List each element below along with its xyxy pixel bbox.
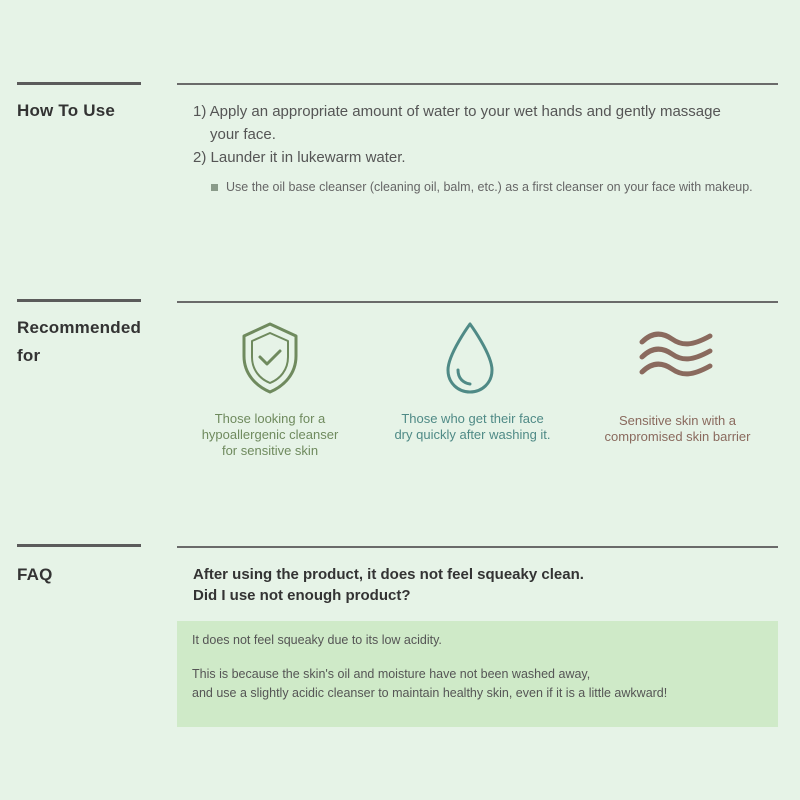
section-divider-right [177, 83, 778, 85]
faq-answer-line2: This is because the skin's oil and moisture have not been washed away, [192, 667, 591, 681]
recommended-item-1-line2: hypoallergenic cleanser [201, 427, 339, 442]
how-to-step-1: 1) Apply an appropriate amount of water to your wet hands and gently massage your face. [193, 103, 721, 143]
recommended-item-1 [180, 411, 360, 459]
recommended-item-2-line2: dry quickly after washing it. [394, 427, 551, 442]
recommended-item-3 [580, 413, 775, 445]
faq-question [193, 564, 753, 606]
recommended-item-1-line1: Those looking for a [214, 411, 326, 426]
faq-question-line2: Did I use not enough product? [193, 587, 411, 604]
how-to-note [211, 179, 753, 196]
recommended-title [17, 314, 141, 370]
section-divider-right [177, 301, 778, 303]
faq-answer-line3: and use a slightly acidic cleanser to maintain healthy skin, even if it is a little awkward! [192, 686, 668, 700]
faq-answer-line1: It does not feel squeaky due to its low acidity. [192, 633, 442, 647]
recommended-title-line1: Recommended [17, 318, 142, 337]
how-to-note-text: Use the oil base cleanser (cleaning oil, balm, etc.) as a first cleanser on your face with makeup. [226, 180, 753, 194]
square-bullet-icon [211, 184, 218, 191]
faq-question-line1: After using the product, it does not feel squeaky clean. [193, 566, 584, 583]
recommended-item-3-line1: Sensitive skin with a [618, 413, 737, 428]
recommended-item-2 [375, 411, 570, 443]
waves-icon [638, 330, 714, 384]
recommended-item-1-line3: for sensitive skin [221, 443, 319, 458]
how-to-use-content [193, 100, 753, 196]
faq-answer-box [177, 621, 778, 727]
recommended-title-line2: for [17, 346, 41, 365]
section-divider-left [17, 299, 141, 302]
how-to-use-title: How To Use [17, 101, 116, 120]
section-divider-left [17, 82, 141, 85]
section-divider-right [177, 546, 778, 548]
how-to-step-2: 2) Launder it in lukewarm water. [193, 149, 406, 166]
section-divider-left [17, 544, 141, 547]
faq-title: FAQ [17, 565, 53, 584]
water-drop-icon [444, 320, 496, 396]
recommended-item-2-line1: Those who get their face [401, 411, 544, 426]
recommended-item-3-line2: compromised skin barrier [604, 429, 751, 444]
shield-check-icon [238, 320, 302, 396]
